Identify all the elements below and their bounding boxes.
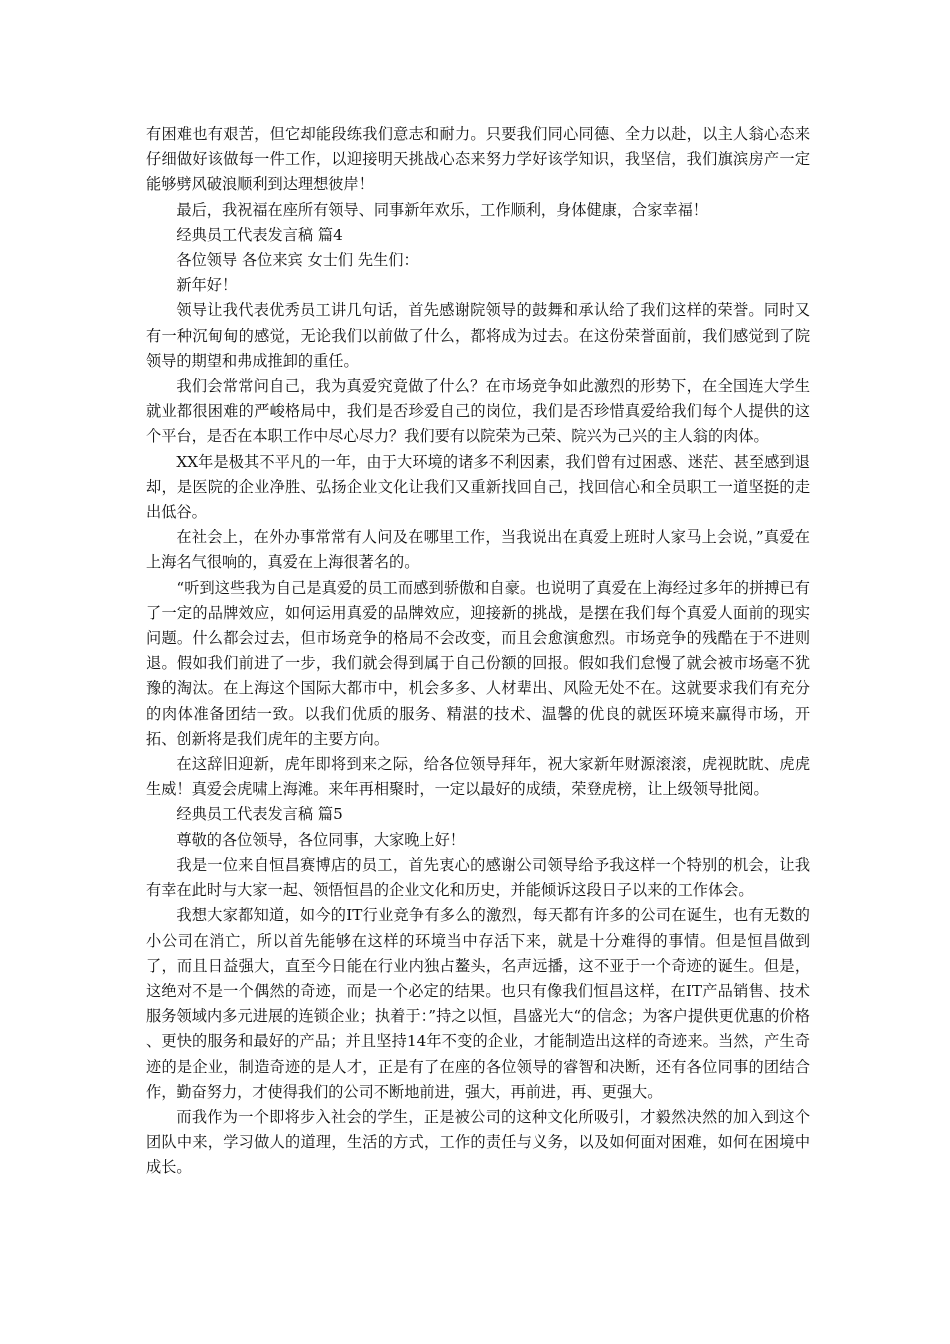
- paragraph: 尊敬的各位领导，各位同事，大家晚上好！: [176, 830, 465, 849]
- paragraph: 各位领导 各位来宾 女士们 先生们：: [176, 251, 419, 270]
- paragraph: 领导让我代表优秀员工讲几句话，首先感谢院领导的鼓舞和承认给了我们这样的荣誉。同时又有一种沉甸甸的感觉，无论我们以前做了什么，都将成为过去。在这份荣誉面前，我们感觉到了院领导的期望和弗成推卸的重任。: [146, 301, 810, 370]
- paragraph: XX年是极其不平凡的一年，由于大环境的诸多不利因素，我们曾有过困惑、迷茫、甚至感到退却，是医院的企业净胜、弘扬企业文化让我们又重新找回自己，找回信心和全员职工一道坚挺的走出低谷。: [146, 452, 810, 522]
- paragraph: “听到这些我为自己是真爱的员工而感到骄傲和自豪。也说明了真爱在上海经过多年的拼搏已有了一定的品牌效应，如何运用真爱的品牌效应，迎接新的挑战，是摆在我们每个真爱人面前的现实问题。什么都会过去，但市场竞争的格局不会改变，而且会愈演愈烈。市场竞争的残酷在于不进则退。假如我们前进了一步，我们就会得到属于自己份额的回报。假如我们怠慢了就会被市场毫不犹豫的淘汰。在上海这个国际大都市中，机会多多、人材辈出、风险无处不在。这就要求我们有充分的肉体准备团结一致。以我们优质的服务、精湛的技术、温馨的优良的就医环境来赢得市场，开拓、创新将是我们虎年的主要方向。: [146, 578, 810, 748]
- section-heading: 经典员工代表发言稿 篇4: [176, 225, 343, 244]
- paragraph: 新年好！: [176, 276, 238, 295]
- section-heading: 经典员工代表发言稿 篇5: [176, 805, 343, 824]
- paragraph: 我是一位来自恒昌赛博店的员工，首先衷心的感谢公司领导给予我这样一个特别的机会，让我有幸在此时与大家一起、领悟恒昌的企业文化和历史，并能倾诉这段日子以来的工作体会。: [146, 855, 810, 900]
- paragraph: 最后，我祝福在座所有领导、同事新年欢乐，工作顺利，身体健康，合家幸福！: [176, 200, 708, 219]
- paragraph: 而我作为一个即将步入社会的学生，正是被公司的这种文化所吸引，才毅然决然的加入到这个团队中来，学习做人的道理，生活的方式，工作的责任与义务，以及如何面对困难，如何在困境中成长。: [146, 1107, 810, 1177]
- paragraph: 我们会常常问自己，我为真爱究竟做了什么？在市场竞争如此激烈的形势下，在全国连大学生就业都很困难的严峻格局中，我们是否珍爱自己的岗位，我们是否珍惜真爱给我们每个人提供的这个平台，是否在本职工作中尽心尽力？我们要有以院荣为己荣、院兴为己兴的主人翁的肉体。: [146, 377, 810, 446]
- document-page: [146, 122, 810, 1181]
- paragraph: 在这辞旧迎新，虎年即将到来之际，给各位领导拜年，祝大家新年财源滚滚，虎视眈眈、虎虎生威！真爱会虎啸上海滩。来年再相聚时，一定以最好的成绩，荣登虎榜，让上级领导批阅。: [146, 755, 810, 799]
- paragraph: 我想大家都知道，如今的IT行业竞争有多么的激烈，每天都有许多的公司在诞生，也有无数的小公司在消亡，所以首先能够在这样的环境当中存活下来，就是十分难得的事情。但是恒昌做到了，而且日益强大，直至今日能在行业内独占鳌头，名声远播，这不亚于一个奇迹的诞生。但是，这绝对不是一个偶然的奇迹，而是一个必定的结果。也只有像我们恒昌这样，在IT产品销售、技术服务领域内多元进展的连锁企业；执着于：”持之以恒，昌盛光大“的信念；为客户提供更优惠的价格 、更快的服务和最好的产品；并且坚持14年不变的企业，才能制造出这样的奇迹来。当然，产生奇迹的是企业，制造奇迹的是人才，正是有了在座的各位领导的睿智和决断，还有各位同事的团结合作，勤奋努力，才使得我们的公司不断地前进，强大，再前进，再、更强大。: [146, 906, 810, 1101]
- paragraph: 有困难也有艰苦，但它却能段练我们意志和耐力。只要我们同心同德、全力以赴，以主人翁心态来仔细做好该做每一件工作，以迎接明天挑战心态来努力学好该学知识，我坚信，我们旗滨房产一定能够劈风破浪顺利到达理想彼岸！: [146, 125, 810, 194]
- paragraph: 在社会上，在外办事常常有人问及在哪里工作，当我说出在真爱上班时人家马上会说，”真爱在上海名气很响的，真爱在上海很著名的。: [146, 528, 810, 572]
